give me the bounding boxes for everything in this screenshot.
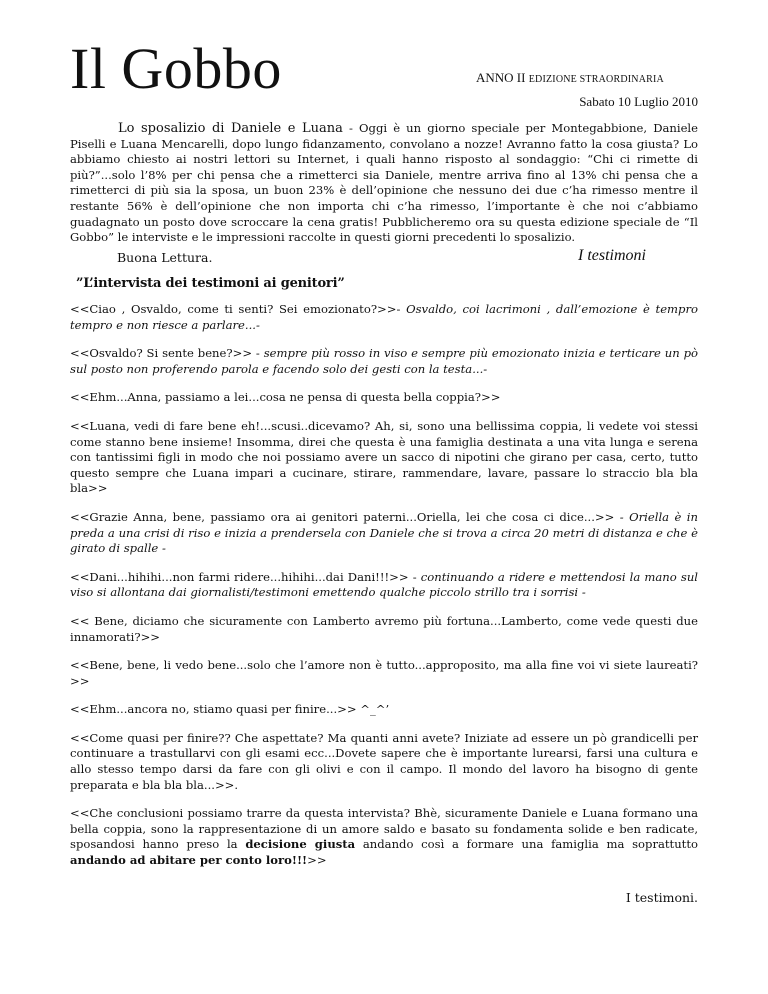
interview-article — [70, 302, 698, 882]
conclusion-text: andando così a formare una famiglia ma soprattutto — [355, 837, 698, 852]
conclusion-emphasis-1: decisione giusta — [245, 837, 356, 852]
edition-note: EDIZIONE STRAORDINARIA — [528, 74, 664, 85]
intro-headline: Lo sposalizio di Daniele e Luana — [118, 121, 343, 136]
interview-paragraph-2 — [70, 346, 698, 377]
interview-conclusion — [70, 806, 698, 868]
newspaper-title: Il Gobbo — [70, 36, 282, 101]
conclusion-text: <<Che conclusioni possiamo trarre da questa intervista? Bhè, sicuramente Daniele e Luana formano una bella coppia, sono la rappresentazione di un amore saldo e basato su fondamenta solide e ben radicate, sposandosi hanno preso la — [70, 806, 698, 852]
speech: <<Grazie Anna, bene, passiamo ora ai genitori paterni...Oriella, lei che cosa ci dice...>> — [70, 509, 620, 524]
intro-text: - Oggi è un giorno speciale per Montegabbione, Daniele Piselli e Luana Mencarelli, dopo lungo fidanzamento, convolano a nozze! Avranno fatto la cosa giusta? Lo abbiamo chiesto ai nostri lettori su Internet, i quali hanno risposto al sondaggio: “Chi ci rimette di più?”...solo l’8% per chi pensa che a rimetterci sia Daniele, mentre arriva fino al 13% chi pensa che a rimetterci di più sia la sposa, un buon 23% è dell’opinione che nessuno dei due c’ha rimesso mentre il restante 56% è dell’opinione che non importa chi c’ha rimesso, l’importante è che noi c’abbiamo guadagnato un posto dove scroccare la cena gratis! Pubblicheremo ora su questa edizione speciale de “Il Gobbo” le interviste e le impressioni raccolte in questi giorni precedenti lo sposalizio. — [70, 121, 699, 245]
speech: <<Dani...hihihi...non farmi ridere...hihihi...dai Dani!!!>> - — [70, 569, 421, 584]
interview-paragraph-7: << Bene, diciamo che sicuramente con Lamberto avremo più fortuna...Lamberto, come vede questi due innamorati?>> — [70, 613, 698, 644]
stage-direction: sempre più rosso in viso e sempre più emozionato inizia e terticare un pò sul posto non proferendo parola e facendo solo dei gesti con la testa...- — [70, 346, 698, 376]
signoff: I testimoni. — [625, 890, 698, 905]
interview-paragraph-4: <<Luana, vedi di fare bene eh!...scusi..dicevamo? Ah, si, sono una bellissima coppia, li vedete voi stessi come stanno bene insieme! Insomma, direi che questa è una famiglia destinata a una vita lunga e serena con tantissimi figli in modo che noi possiamo avere un sacco di nipotini che girano per casa, certo, tutto questo sempre che Luana impari a cucinare, stirare, rammendare, lavare, passare lo straccio bla bla bla>> — [70, 418, 698, 496]
issue-date: Sabato 10 Luglio 2010 — [579, 94, 698, 109]
interview-paragraph-9: <<Ehm...ancora no, stiamo quasi per finire...>> ^_^’ — [70, 702, 390, 717]
stage-direction: - Oriella è in preda a una crisi di riso e inizia a prendersela con Daniele che si trova a circa 20 metri di distanza e che è girato di spalle - — [70, 509, 698, 556]
interview-paragraph-3: <<Ehm...Anna, passiamo a lei...cosa ne pensa di questa bella coppia?>> — [70, 390, 501, 405]
conclusion-emphasis-2: andando ad abitare per conto loro!!! — [70, 853, 308, 868]
edition-year: ANNO II — [476, 70, 526, 85]
interview-paragraph-10: <<Come quasi per finire?? Che aspettate? Ma quanti anni avete? Iniziate ad essere un pò grandicelli per continuare a trastullarvi con gli esami ecc...Dovete sapere che è importante lurearsi, farsi una cultura e allo stesso tempo darsi da fare con gli olivi e con il campo. Il mondo del lavoro ha bisogno di gente preparata e bla bla bla...>>. — [70, 730, 698, 792]
stage-direction: Osvaldo, coi lacrimoni , dall’emozione è tempro tempro e non riesce a parlare...- — [70, 302, 698, 332]
stage-direction: continuando a ridere e mettendosi la mano sul viso si allontana dai giornalisti/testimoni emettendo qualche piccolo strillo tra i sorrisi - — [70, 569, 698, 600]
interview-paragraph-1 — [70, 302, 698, 333]
interview-paragraph-6 — [70, 570, 698, 601]
greeting: Buona Lettura. — [117, 250, 213, 265]
interview-paragraph-5 — [70, 510, 698, 557]
speech: <<Osvaldo? Si sente bene?>> - — [70, 346, 264, 361]
interview-paragraph-8: <<Bene, bene, li vedo bene...solo che l’amore non è tutto...approposito, ma alla fine voi vi siete laureati?>> — [70, 658, 698, 688]
intro-paragraph — [70, 121, 698, 246]
interview-title: ”L’intervista dei testimoni ai genitori” — [76, 276, 345, 291]
speech: <<Ciao , Osvaldo, come ti senti? Sei emozionato?>>- — [70, 302, 407, 316]
conclusion-text: >> — [307, 853, 327, 868]
edition-line — [476, 70, 664, 86]
byline: I testimoni — [578, 247, 646, 264]
